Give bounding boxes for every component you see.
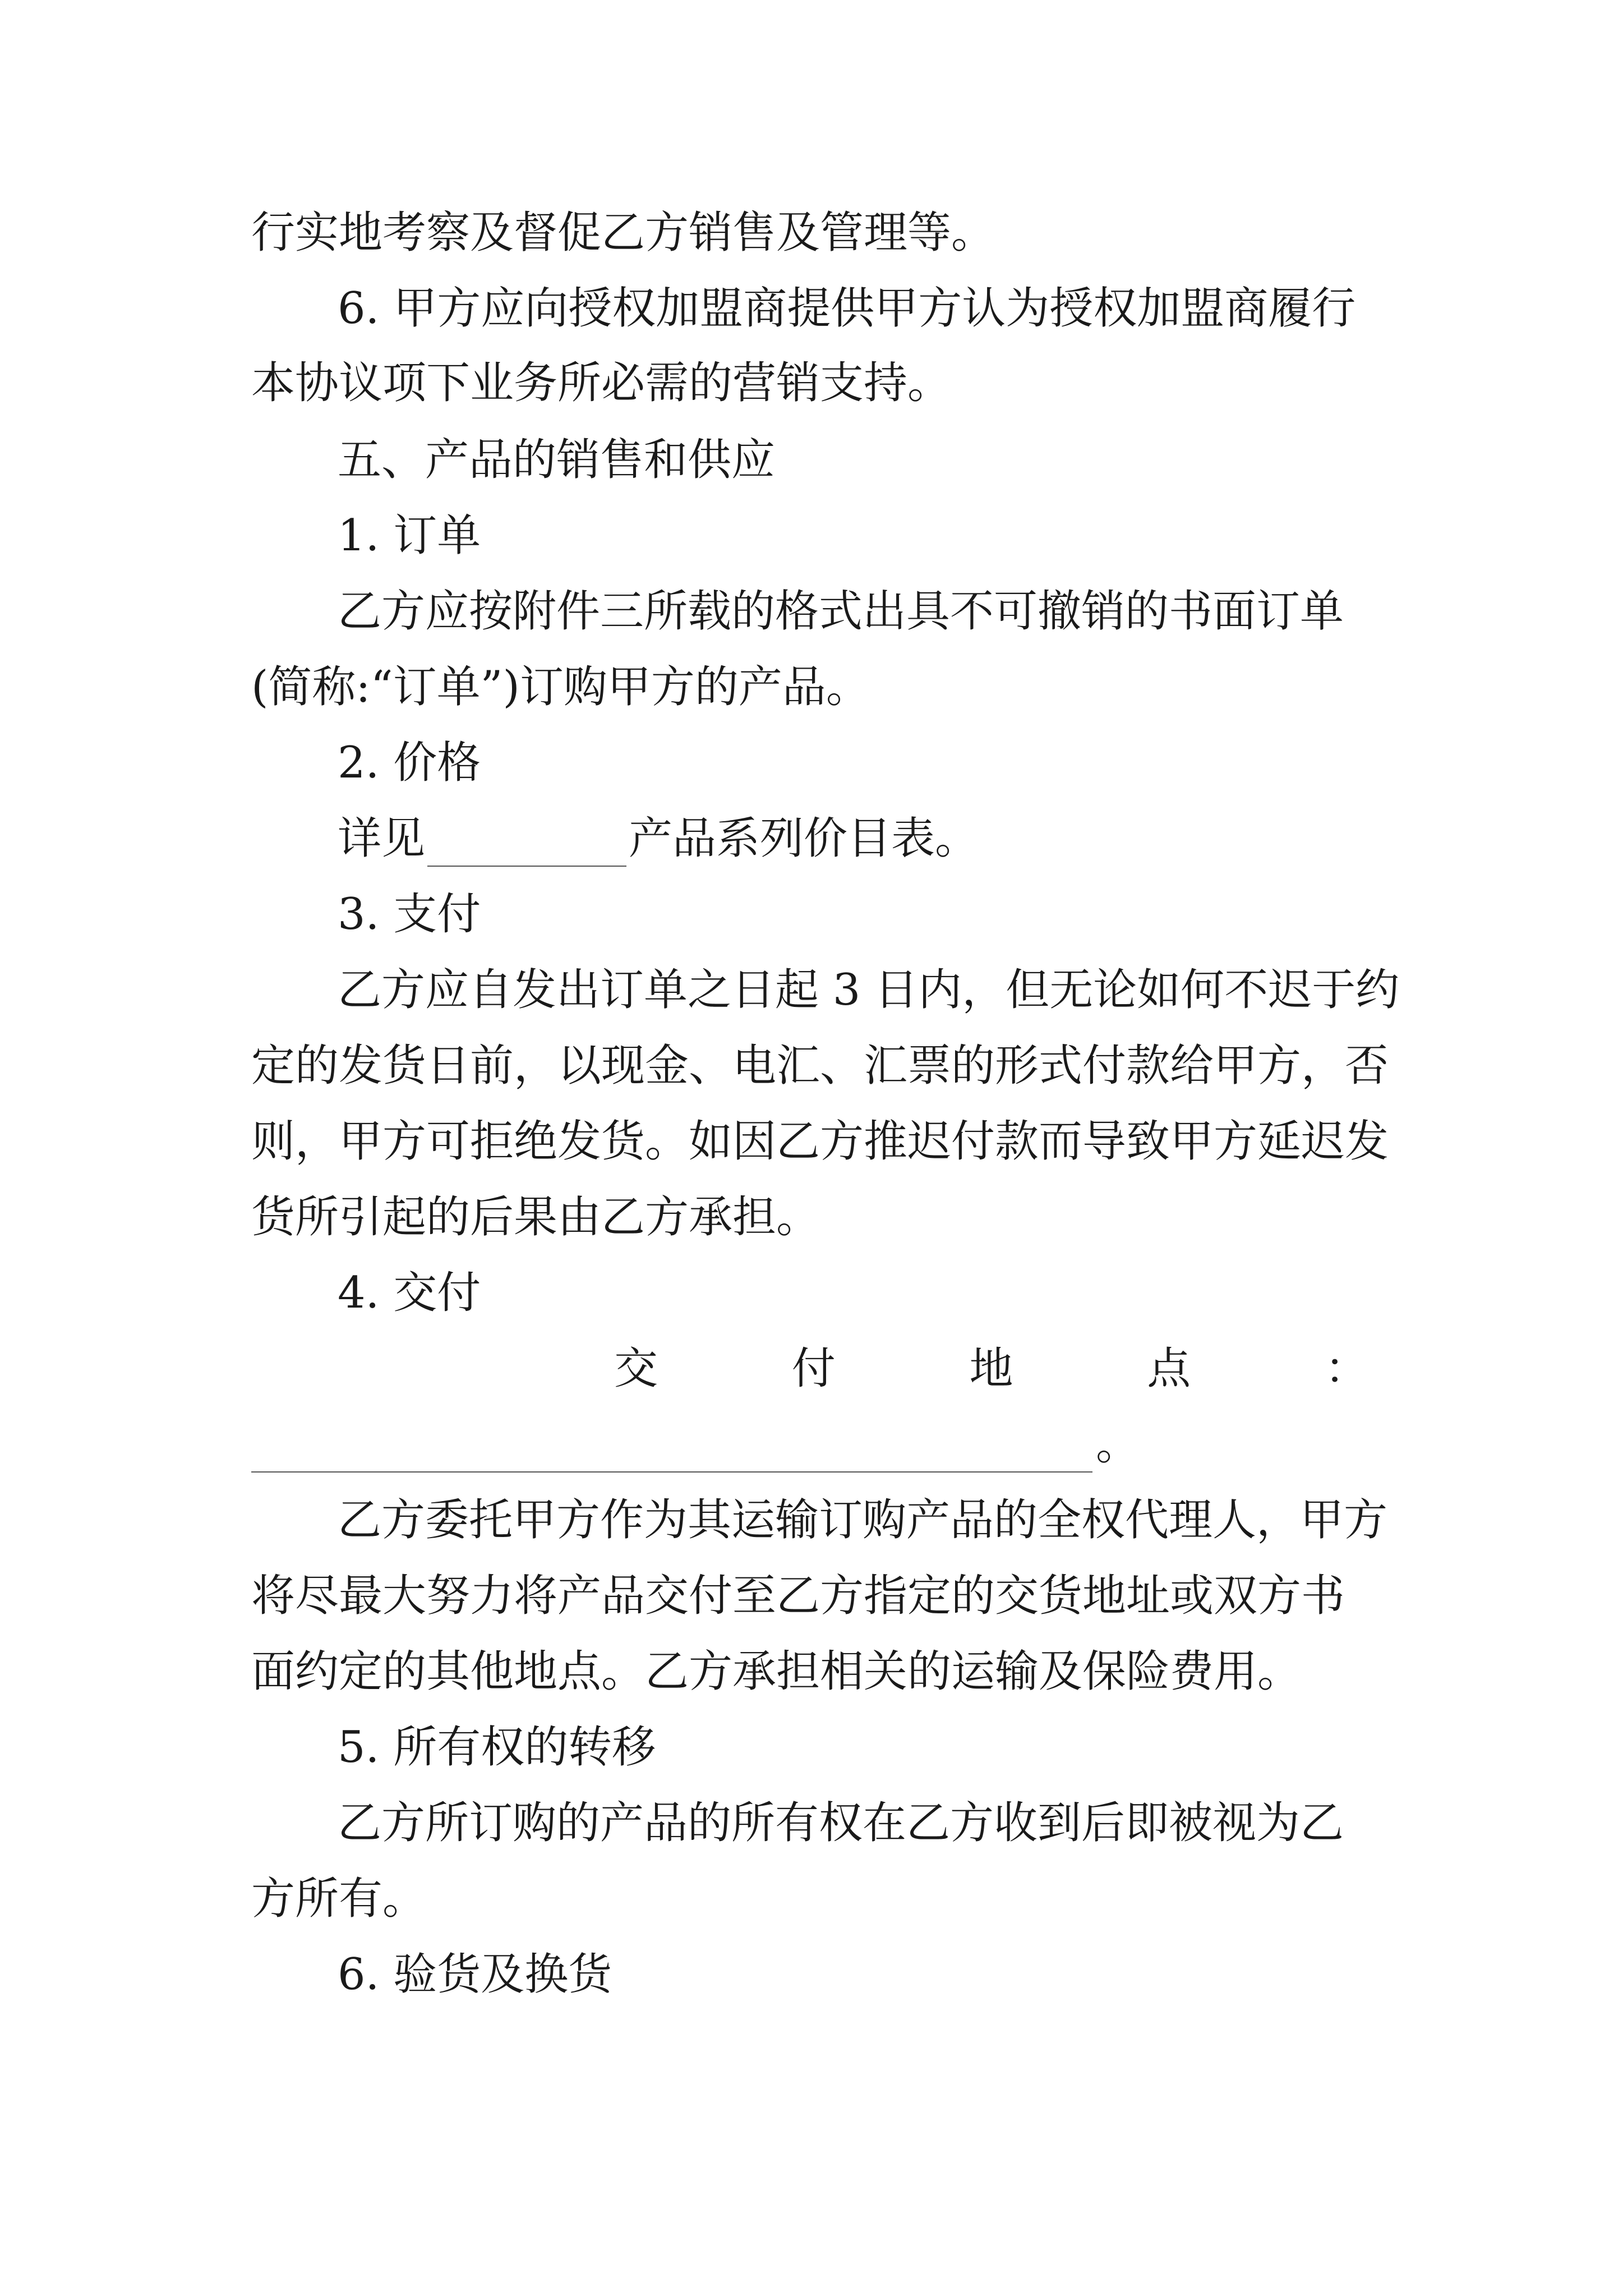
price-suffix: 产品系列价目表。 xyxy=(629,813,979,864)
paragraph-line: (简称:“订单”)订购甲方的产品。 xyxy=(251,662,870,712)
subsection-heading: 1. 订单 xyxy=(338,510,481,561)
subsection-heading: 2. 价格 xyxy=(338,738,481,788)
paragraph-line: 面约定的其他地点。乙方承担相关的运输及保险费用。 xyxy=(251,1646,1302,1697)
section-heading: 五、产品的销售和供应 xyxy=(338,435,776,485)
paragraph-line: 乙方应自发出订单之日起 3 日内，但无论如何不迟于约 xyxy=(338,965,1400,1015)
paragraph-line: 行实地考察及督促乙方销售及管理等。 xyxy=(251,208,995,258)
subsection-heading: 3. 支付 xyxy=(338,889,481,940)
paragraph-line: 乙方委托甲方作为其运输订购产品的全权代理人，甲方 xyxy=(338,1495,1388,1545)
price-line xyxy=(338,811,979,867)
delivery-place-blank xyxy=(251,1432,1092,1473)
paragraph-line: 本协议项下业务所必需的营销支持。 xyxy=(251,358,952,408)
subsection-heading: 5. 所有权的转移 xyxy=(338,1722,656,1773)
paragraph-line: 乙方应按附件三所载的格式出具不可撤销的书面订单 xyxy=(338,586,1344,637)
paragraph-line: 方所有。 xyxy=(251,1874,427,1924)
subsection-heading: 4. 交付 xyxy=(338,1268,481,1318)
delivery-char: 地 xyxy=(969,1343,1013,1394)
paragraph-line: 货所引起的后果由乙方承担。 xyxy=(251,1192,820,1243)
delivery-char: ： xyxy=(1324,1343,1368,1394)
clause-6-line: 6. 甲方应向授权加盟商提供甲方认为授权加盟商履行 xyxy=(338,283,1356,334)
delivery-char: 交 xyxy=(614,1343,658,1394)
paragraph-line: 乙方所订购的产品的所有权在乙方收到后即被视为乙 xyxy=(338,1798,1344,1848)
delivery-place-blank-line xyxy=(251,1416,1140,1473)
paragraph-line: 定的发货日前，以现金、电汇、汇票的形式付款给甲方，否 xyxy=(251,1041,1389,1091)
price-blank xyxy=(427,826,626,867)
price-prefix: 详见 xyxy=(338,813,426,864)
paragraph-line: 将尽最大努力将产品交付至乙方指定的交货地址或双方书 xyxy=(251,1571,1345,1621)
paragraph-line: 则，甲方可拒绝发货。如因乙方推迟付款而导致甲方延迟发 xyxy=(251,1116,1389,1167)
subsection-heading: 6. 验货及换货 xyxy=(338,1949,612,2000)
delivery-char: 付 xyxy=(791,1343,836,1394)
delivery-end-mark: 。 xyxy=(1096,1419,1140,1470)
delivery-place-label xyxy=(614,1341,1368,1397)
delivery-char: 点 xyxy=(1147,1343,1191,1394)
